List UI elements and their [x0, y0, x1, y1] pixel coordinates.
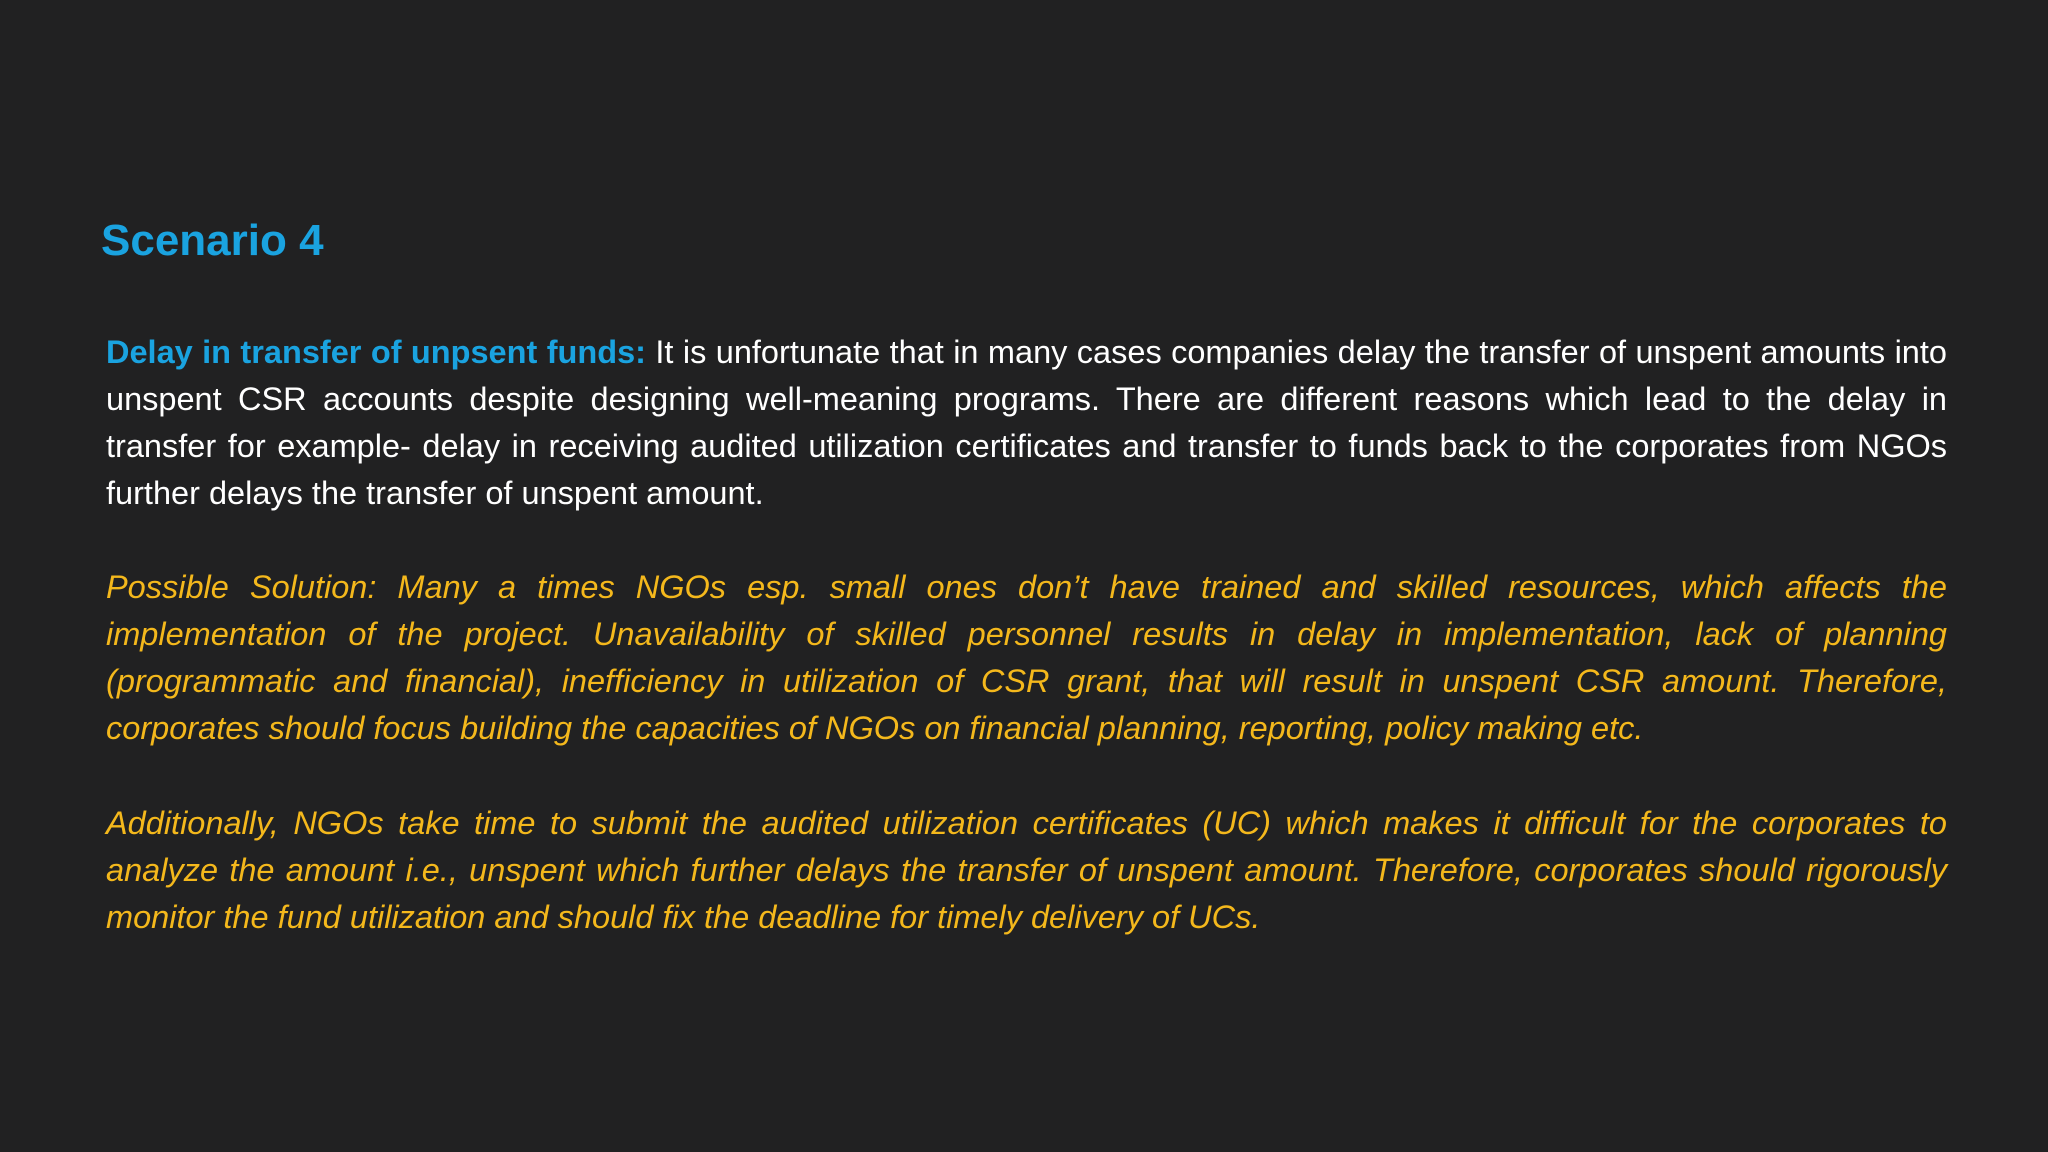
solution-paragraph: Possible Solution: Many a times NGOs esp. small ones don’t have trained and skilled resources, which affects the implementation of the project. Unavailability of skilled personnel results in delay in implementation, lack of planning (programmatic and financial), inefficiency in utilization of CSR grant, that will result in unspent CSR amount. Therefore, corporates should focus building the capacities of NGOs on financial planning, reporting, policy making etc. — [106, 569, 1947, 746]
problem-paragraph — [106, 329, 1947, 517]
problem-text: It is unfortunate that in many cases companies delay the transfer of unspent amounts into unspent CSR accounts despite designing well-meaning programs. There are different reasons which lead to the delay in transfer for example- delay in receiving audited utilization certificates and transfer to funds back to the corporates from NGOs further delays the transfer of unspent amount. — [106, 334, 1947, 511]
slide-title: Scenario 4 — [101, 216, 324, 265]
additional-solution-paragraph: Additionally, NGOs take time to submit the audited utilization certificates (UC) which makes it difficult for the corporates to analyze the amount i.e., unspent which further delays the transfer of unspent amount. Therefore, corporates should rigorously monitor the fund utilization and should fix the deadline for timely delivery of UCs. — [106, 805, 1947, 935]
problem-heading: Delay in transfer of unpsent funds: — [106, 334, 646, 370]
